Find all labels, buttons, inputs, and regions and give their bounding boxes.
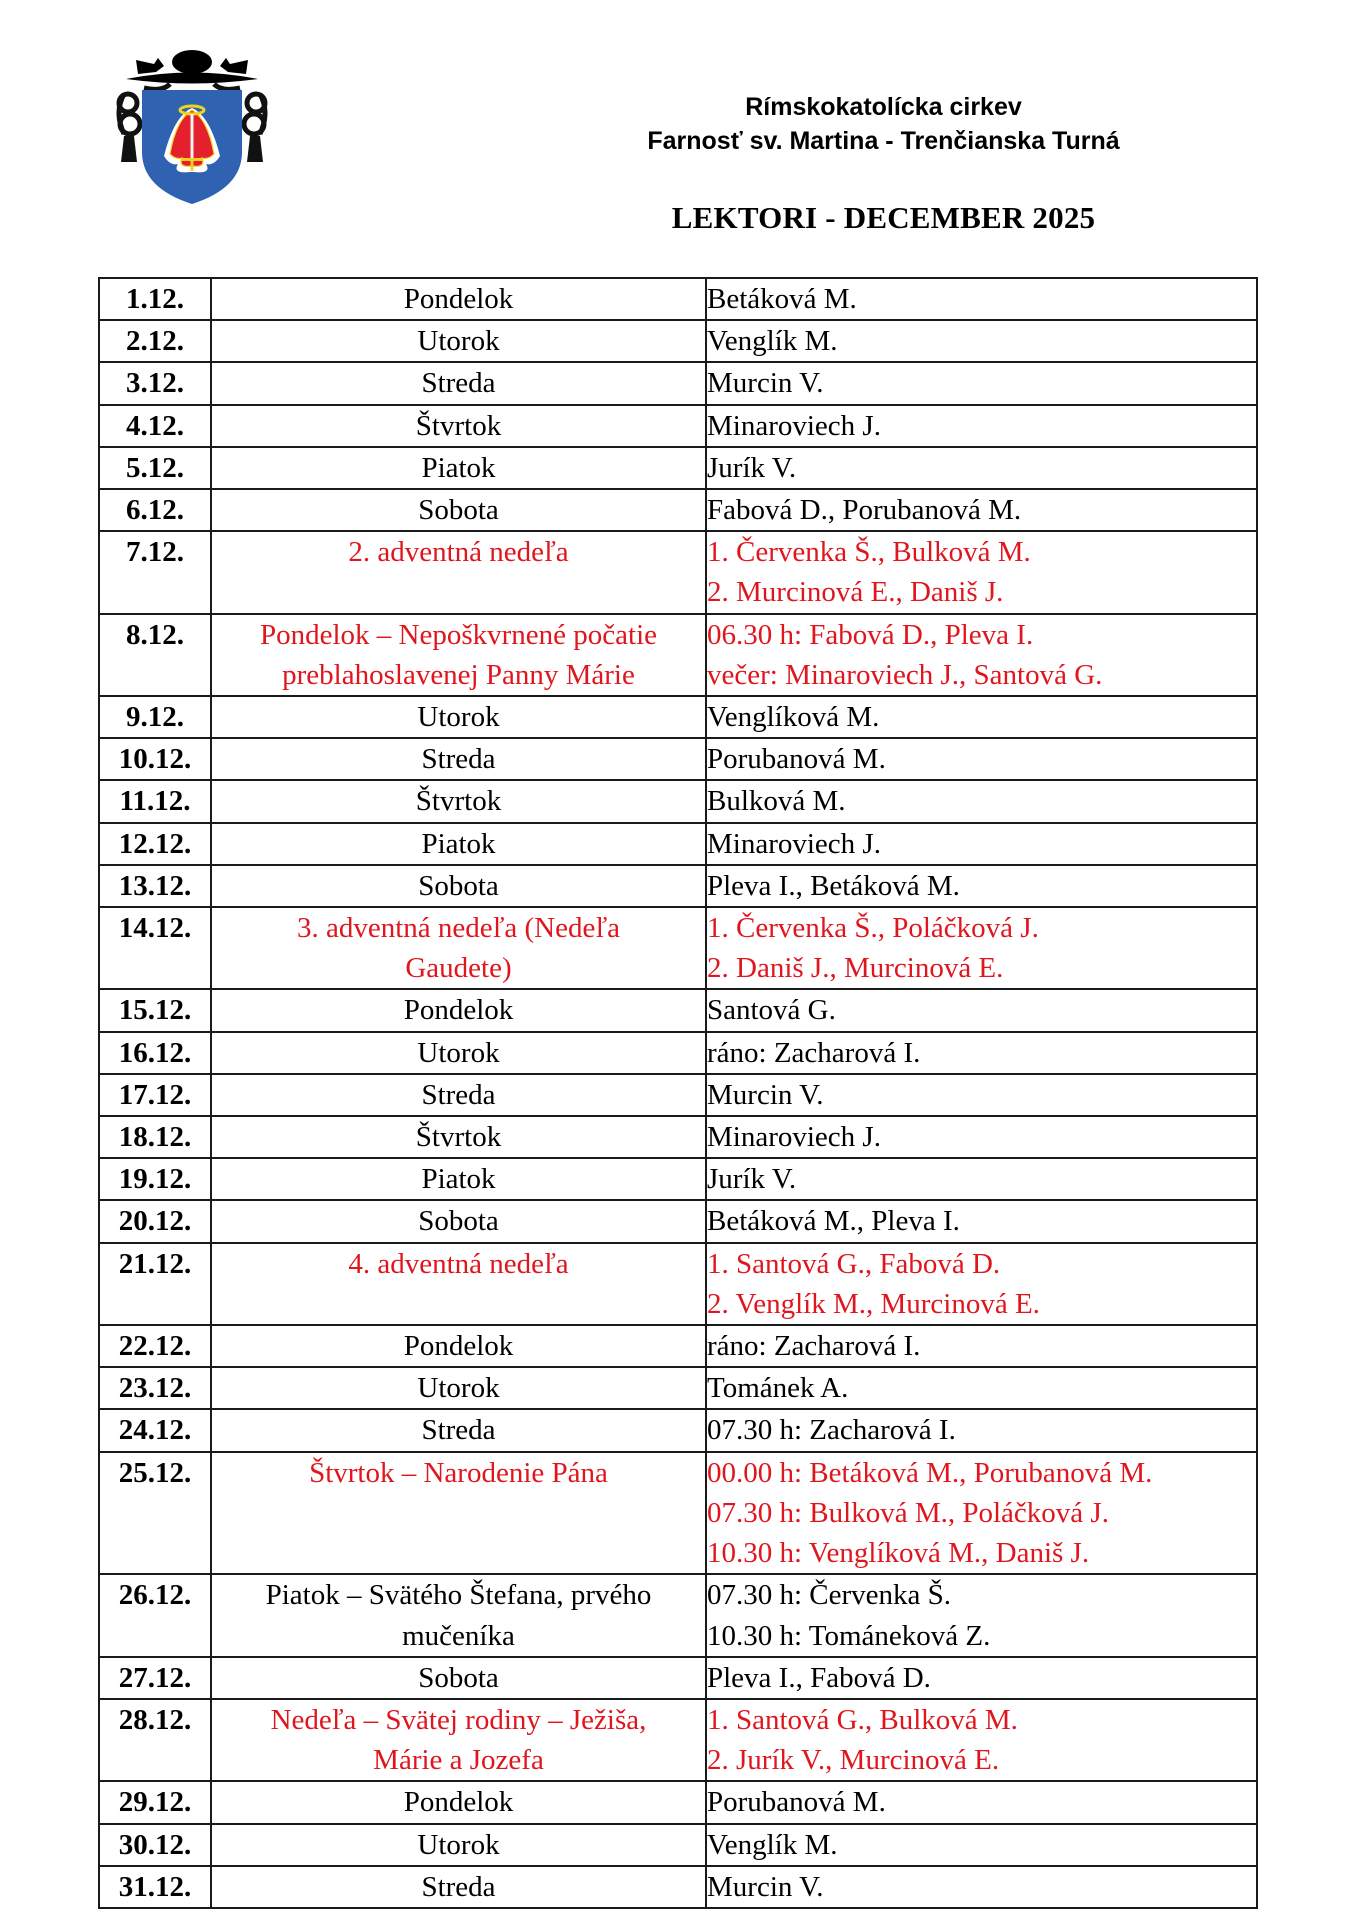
day-text: Pondelok [403,1786,514,1819]
lector-text: 07.30 h: Červenka Š. [707,1579,952,1612]
day-text: Streda [421,1870,496,1903]
day-cell [211,1574,706,1656]
table-row [99,738,1257,780]
day-cell [211,362,706,404]
lectors-cell [706,278,1257,320]
table-row [99,1409,1257,1451]
table-row [99,1866,1257,1908]
lector-text: Minaroviech J. [707,827,881,860]
lectors-cell [706,865,1257,907]
lector-text: Pleva I., Fabová D. [707,1661,931,1694]
lector-text: Jurík V. [707,1163,797,1196]
table-row [99,865,1257,907]
lectors-cell [706,320,1257,362]
table-row [99,823,1257,865]
table-row [99,614,1257,696]
day-text: Márie a Jozefa [373,1744,544,1777]
lectors-cell [706,1325,1257,1367]
lector-text: 2. Murcinová E., Daniš J. [707,576,1004,609]
day-cell [211,489,706,531]
day-text: Gaudete) [405,952,512,985]
lectors-cell [706,614,1257,696]
date-cell: 21.12. [99,1243,211,1325]
date-cell: 26.12. [99,1574,211,1656]
day-cell [211,1158,706,1200]
lectors-cell [706,489,1257,531]
table-row [99,780,1257,822]
date-cell: 17.12. [99,1074,211,1116]
date-cell: 12.12. [99,823,211,865]
lector-text: Bulková M. [707,785,846,818]
day-text: Sobota [418,494,499,527]
lector-text: 1. Santová G., Fabová D. [707,1247,1001,1280]
date-cell: 27.12. [99,1657,211,1699]
date-cell: 18.12. [99,1116,211,1158]
lector-text: 2. Jurík V., Murcinová E. [707,1744,1000,1777]
day-cell [211,1074,706,1116]
day-cell [211,738,706,780]
day-cell [211,1116,706,1158]
page-title: LEKTORI - DECEMBER 2025 [671,200,1096,235]
lector-text: ráno: Zacharová I. [707,1330,921,1363]
day-text: Streda [421,1414,496,1447]
table-row [99,1116,1257,1158]
day-cell [211,1243,706,1325]
table-row [99,1158,1257,1200]
day-text: mučeníka [402,1619,515,1652]
lectors-cell [706,1158,1257,1200]
lector-text: Betáková M., Pleva I. [707,1205,960,1238]
lector-text: 07.30 h: Zacharová I. [707,1414,956,1447]
date-cell: 16.12. [99,1032,211,1074]
day-text: Sobota [418,1205,499,1238]
day-cell [211,320,706,362]
lectors-cell [706,447,1257,489]
lectors-cell [706,1409,1257,1451]
date-cell: 20.12. [99,1200,211,1242]
day-text: 2. adventná nedeľa [348,536,569,569]
date-cell: 14.12. [99,907,211,989]
date-cell: 15.12. [99,989,211,1031]
lectors-cell [706,696,1257,738]
day-text: Sobota [418,869,499,902]
lector-text: 10.30 h: Tománeková Z. [707,1619,991,1652]
day-text: Utorok [417,701,500,734]
day-cell [211,696,706,738]
date-cell: 3.12. [99,362,211,404]
date-cell: 31.12. [99,1866,211,1908]
day-cell [211,1866,706,1908]
date-cell: 1.12. [99,278,211,320]
day-text: Piatok [421,827,496,860]
lectors-cell [706,1866,1257,1908]
table-row [99,1200,1257,1242]
date-cell: 4.12. [99,405,211,447]
lectors-cell [706,1243,1257,1325]
day-text: Streda [421,1078,496,1111]
day-text: Sobota [418,1661,499,1694]
table-row [99,696,1257,738]
day-cell [211,1367,706,1409]
lector-text: Betáková M. [707,283,857,315]
day-text: Piatok – Svätého Štefana, prvého [265,1579,652,1612]
lectors-cell [706,1452,1257,1575]
day-text: Štvrtok [415,409,502,442]
lectors-cell [706,1574,1257,1656]
date-cell: 22.12. [99,1325,211,1367]
table-row [99,1074,1257,1116]
date-cell: 19.12. [99,1158,211,1200]
lectors-cell [706,362,1257,404]
day-text: Piatok [421,1163,496,1196]
day-cell [211,1452,706,1575]
date-cell: 6.12. [99,489,211,531]
lector-text: Fabová D., Porubanová M. [707,494,1022,527]
day-cell [211,1781,706,1823]
lectors-cell [706,823,1257,865]
day-cell [211,780,706,822]
date-cell: 30.12. [99,1824,211,1866]
lectors-cell [706,1200,1257,1242]
table-row [99,1699,1257,1781]
lector-text: večer: Minaroviech J., Santová G. [707,658,1103,691]
day-text: Štvrtok [415,1121,502,1154]
lectors-cell [706,989,1257,1031]
lector-schedule-table [98,277,1258,1909]
day-cell [211,405,706,447]
lectors-cell [706,1699,1257,1781]
day-cell [211,1200,706,1242]
table-row [99,1367,1257,1409]
lectors-cell [706,1781,1257,1823]
day-text: Štvrtok – Narodenie Pána [309,1456,608,1489]
day-text: 4. adventná nedeľa [348,1247,569,1280]
date-cell: 13.12. [99,865,211,907]
day-text: preblahoslavenej Panny Márie [282,658,635,691]
table-row [99,1574,1257,1656]
table-row [99,1243,1257,1325]
table-row [99,1325,1257,1367]
lector-text: Venglík M. [707,1828,838,1861]
date-cell: 28.12. [99,1699,211,1781]
date-cell: 23.12. [99,1367,211,1409]
hat-icon [126,50,258,84]
day-text: Pondelok – Nepoškvrnené počatie [259,618,658,651]
parish-name: Farnosť sv. Martina - Trenčianska Turná [647,127,1120,155]
lectors-cell [706,531,1257,613]
day-cell [211,1409,706,1451]
lector-text: 07.30 h: Bulková M., Poláčková J. [707,1496,1109,1529]
day-text: Streda [421,367,496,400]
church-name: Rímskokatolícka cirkev [745,93,1022,121]
day-text: Utorok [417,325,500,358]
lector-text: 2. Venglík M., Murcinová E. [707,1287,1040,1320]
date-cell: 8.12. [99,614,211,696]
day-text: Nedeľa – Svätej rodiny – Ježiša, [270,1703,647,1736]
lector-text: 00.00 h: Betáková M., Porubanová M. [707,1456,1153,1489]
lector-text: Venglík M. [707,325,838,358]
lectors-cell [706,1824,1257,1866]
schedule-body [99,278,1257,1908]
lector-text: ráno: Zacharová I. [707,1036,921,1069]
date-cell: 25.12. [99,1452,211,1575]
lector-text: Murcin V. [707,1078,824,1111]
date-cell: 7.12. [99,531,211,613]
lector-text: Santová G. [707,994,836,1027]
table-row [99,489,1257,531]
table-row [99,278,1257,320]
day-cell [211,1824,706,1866]
lector-text: 10.30 h: Venglíková M., Daniš J. [707,1537,1090,1570]
day-text: Streda [421,743,496,776]
lector-text: 06.30 h: Fabová D., Pleva I. [707,618,1034,651]
lector-text: Murcin V. [707,367,824,400]
day-cell [211,447,706,489]
lector-text: Venglíková M. [707,701,880,734]
day-text: Pondelok [403,283,514,315]
day-cell [211,531,706,613]
lector-text: Porubanová M. [707,1786,886,1819]
day-cell [211,989,706,1031]
day-text: Pondelok [403,994,514,1027]
day-text: Štvrtok [415,785,502,818]
lector-text: 1. Červenka Š., Bulková M. [707,536,1031,569]
lectors-cell [706,1032,1257,1074]
lector-text: Minaroviech J. [707,409,881,442]
table-row [99,1032,1257,1074]
date-cell: 2.12. [99,320,211,362]
date-cell: 24.12. [99,1409,211,1451]
day-cell [211,1699,706,1781]
lectors-cell [706,1116,1257,1158]
day-text: Utorok [417,1828,500,1861]
lector-text: Tománek A. [707,1372,849,1405]
date-cell: 5.12. [99,447,211,489]
table-row [99,447,1257,489]
lectors-cell [706,1367,1257,1409]
lectors-cell [706,1074,1257,1116]
table-row [99,1452,1257,1575]
table-row [99,1781,1257,1823]
day-cell [211,907,706,989]
date-cell: 10.12. [99,738,211,780]
day-text: 3. adventná nedeľa (Nedeľa [296,912,621,945]
lector-text: 1. Santová G., Bulková M. [707,1703,1018,1736]
table-row [99,320,1257,362]
lectors-cell [706,1657,1257,1699]
day-text: Utorok [417,1372,500,1405]
lectors-cell [706,780,1257,822]
day-cell [211,823,706,865]
day-cell [211,1032,706,1074]
table-row [99,1824,1257,1866]
date-cell: 9.12. [99,696,211,738]
lectors-cell [706,405,1257,447]
day-cell [211,614,706,696]
day-cell [211,1325,706,1367]
day-text: Pondelok [403,1330,514,1363]
day-text: Utorok [417,1036,500,1069]
lectors-cell [706,738,1257,780]
lector-text: 2. Daniš J., Murcinová E. [707,952,1004,985]
lectors-cell [706,907,1257,989]
lector-text: 1. Červenka Š., Poláčková J. [707,912,1039,945]
lector-text: Jurík V. [707,451,797,484]
table-row [99,989,1257,1031]
lector-text: Murcin V. [707,1870,824,1903]
date-cell: 29.12. [99,1781,211,1823]
day-cell [211,1657,706,1699]
lector-text: Pleva I., Betáková M. [707,869,960,902]
lector-text: Minaroviech J. [707,1121,881,1154]
table-row [99,1657,1257,1699]
table-row [99,531,1257,613]
table-row [99,362,1257,404]
lector-text: Porubanová M. [707,743,886,776]
table-row [99,405,1257,447]
day-cell [211,278,706,320]
table-row [99,907,1257,989]
day-cell [211,865,706,907]
date-cell: 11.12. [99,780,211,822]
day-text: Piatok [421,451,496,484]
